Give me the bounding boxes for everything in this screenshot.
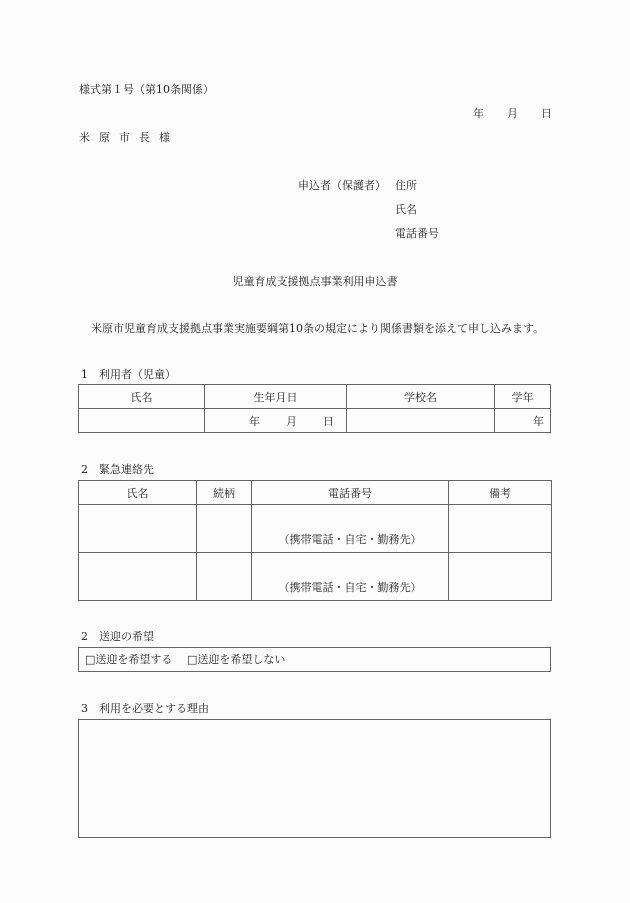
applicant-label: 申込者（保護者） (298, 179, 386, 192)
header-name: 氏名 (79, 385, 205, 409)
pickup-no-checkbox[interactable]: □送迎を希望しない (187, 653, 286, 666)
grade-label: 年 (533, 414, 544, 428)
table-row (79, 553, 552, 601)
birth-day-label: 日 (323, 414, 334, 428)
header-remarks: 備考 (449, 481, 552, 505)
contact-remarks-cell[interactable] (449, 553, 552, 601)
table-row (79, 505, 552, 553)
contact-phone-cell[interactable] (252, 553, 449, 601)
header-phone: 電話番号 (252, 481, 449, 505)
date-month-label: 月 (507, 107, 518, 120)
contact-remarks-cell[interactable] (449, 505, 552, 553)
applicant-name-label: 氏名 (395, 203, 417, 216)
form-number: 様式第１号（第10条関係） (79, 83, 214, 96)
addressee-char: 米 (79, 131, 90, 144)
child-school-cell[interactable] (347, 409, 495, 433)
contact-name-cell[interactable] (79, 505, 197, 553)
addressee-char: 原 (99, 131, 110, 144)
pickup-heading: 2 送迎の希望 (81, 630, 154, 643)
birth-year-label: 年 (249, 414, 260, 428)
pickup-yes-checkbox[interactable]: □送迎を希望する (85, 653, 173, 666)
contact-relation-cell[interactable] (197, 505, 252, 553)
pickup-options-box (78, 647, 551, 672)
child-grade-cell[interactable] (495, 409, 551, 433)
section1-heading: 1 利用者（児童） (81, 368, 176, 381)
header-birthdate: 生年月日 (205, 385, 347, 409)
intro-text: 米原市児童育成支援拠点事業実施要綱第10条の規定により関係書類を添えて申し込みます。 (91, 322, 545, 335)
child-table (78, 384, 551, 433)
reason-textarea[interactable] (78, 719, 551, 838)
header-grade: 学年 (495, 385, 551, 409)
table-row (79, 409, 551, 433)
header-name: 氏名 (79, 481, 197, 505)
section3-heading: 3 利用を必要とする理由 (81, 702, 209, 715)
child-name-cell[interactable] (79, 409, 205, 433)
header-school: 学校名 (347, 385, 495, 409)
birth-month-label: 月 (286, 414, 297, 428)
applicant-address-label: 住所 (395, 179, 417, 192)
phone-type-note: （携帯電話・自宅・勤務先） (278, 581, 422, 594)
addressee (79, 131, 179, 145)
child-birthdate-cell[interactable] (205, 409, 347, 433)
addressee-char: 市 (119, 131, 130, 144)
section2-heading: 2 緊急連絡先 (81, 463, 154, 476)
contact-name-cell[interactable] (79, 553, 197, 601)
date-year-label: 年 (473, 107, 484, 120)
date-day-label: 日 (541, 107, 552, 120)
contact-relation-cell[interactable] (197, 553, 252, 601)
emergency-contact-table (78, 480, 552, 601)
document-title: 児童育成支援拠点事業利用申込書 (232, 275, 398, 288)
header-relation: 続柄 (197, 481, 252, 505)
applicant-phone-label: 電話番号 (395, 227, 439, 240)
addressee-char: 長 (139, 131, 150, 144)
emergency-table-header (79, 481, 552, 505)
addressee-char: 様 (159, 131, 170, 144)
child-table-header (79, 385, 551, 409)
phone-type-note: （携帯電話・自宅・勤務先） (278, 533, 422, 546)
contact-phone-cell[interactable] (252, 505, 449, 553)
